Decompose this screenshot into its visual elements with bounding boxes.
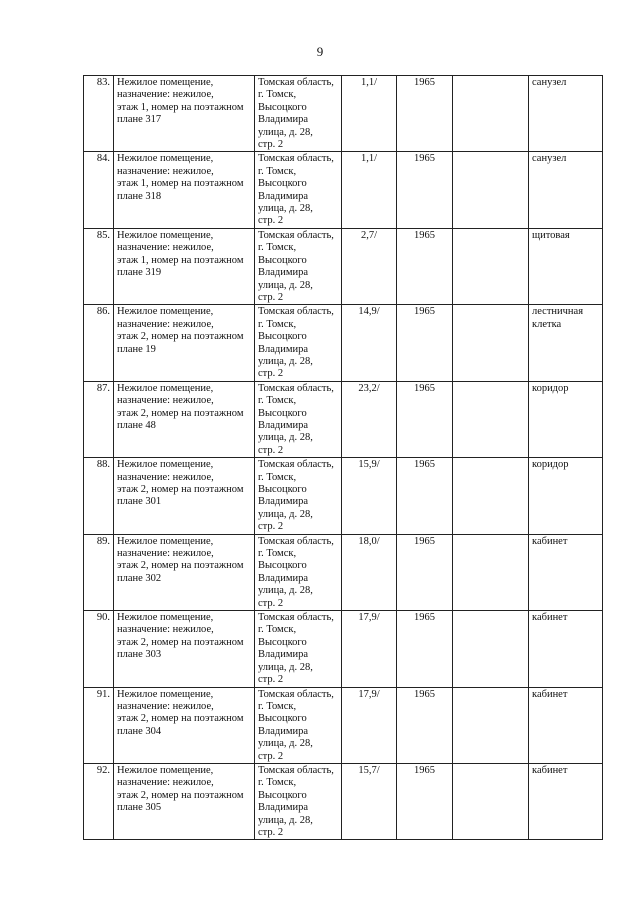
address-cell: Томская область, г. Томск, Высоцкого Владимира улица, д. 28, стр. 2: [255, 611, 342, 687]
purpose-cell: санузел: [529, 152, 603, 228]
purpose-cell: кабинет: [529, 763, 603, 839]
address-cell: Томская область, г. Томск, Высоцкого Владимира улица, д. 28, стр. 2: [255, 228, 342, 304]
purpose-cell: кабинет: [529, 534, 603, 610]
object-name-cell: Нежилое помещение, назначение: нежилое, этаж 1, номер на поэтажном плане 319: [114, 228, 255, 304]
empty-cell: [453, 458, 529, 534]
area-cell: 1,1/: [342, 152, 397, 228]
object-name-cell: Нежилое помещение, назначение: нежилое, этаж 2, номер на поэтажном плане 303: [114, 611, 255, 687]
object-name-cell: Нежилое помещение, назначение: нежилое, этаж 2, номер на поэтажном плане 301: [114, 458, 255, 534]
empty-cell: [453, 611, 529, 687]
table-row: [84, 152, 603, 228]
address-cell: Томская область, г. Томск, Высоцкого Владимира улица, д. 28, стр. 2: [255, 381, 342, 457]
address-cell: Томская область, г. Томск, Высоцкого Владимира улица, д. 28, стр. 2: [255, 76, 342, 152]
area-cell: 17,9/: [342, 611, 397, 687]
area-cell: 15,9/: [342, 458, 397, 534]
object-name-cell: Нежилое помещение, назначение: нежилое, этаж 1, номер на поэтажном плане 318: [114, 152, 255, 228]
purpose-cell: лестничная клетка: [529, 305, 603, 381]
object-name-cell: Нежилое помещение, назначение: нежилое, этаж 2, номер на поэтажном плане 19: [114, 305, 255, 381]
table-row: [84, 763, 603, 839]
area-cell: 14,9/: [342, 305, 397, 381]
empty-cell: [453, 534, 529, 610]
row-number-cell: 87.: [84, 381, 114, 457]
table-row: [84, 228, 603, 304]
year-cell: 1965: [397, 152, 453, 228]
area-cell: 2,7/: [342, 228, 397, 304]
row-number-cell: 91.: [84, 687, 114, 763]
row-number-cell: 83.: [84, 76, 114, 152]
year-cell: 1965: [397, 381, 453, 457]
object-name-cell: Нежилое помещение, назначение: нежилое, этаж 2, номер на поэтажном плане 304: [114, 687, 255, 763]
area-cell: 17,9/: [342, 687, 397, 763]
table-row: [84, 534, 603, 610]
purpose-cell: коридор: [529, 381, 603, 457]
table-row: [84, 381, 603, 457]
empty-cell: [453, 305, 529, 381]
table-row: [84, 611, 603, 687]
address-cell: Томская область, г. Томск, Высоцкого Владимира улица, д. 28, стр. 2: [255, 305, 342, 381]
empty-cell: [453, 763, 529, 839]
area-cell: 15,7/: [342, 763, 397, 839]
empty-cell: [453, 228, 529, 304]
row-number-cell: 84.: [84, 152, 114, 228]
table-row: [84, 687, 603, 763]
address-cell: Томская область, г. Томск, Высоцкого Владимира улица, д. 28, стр. 2: [255, 763, 342, 839]
area-cell: 18,0/: [342, 534, 397, 610]
purpose-cell: коридор: [529, 458, 603, 534]
area-cell: 1,1/: [342, 76, 397, 152]
page-number: 9: [316, 44, 324, 59]
purpose-cell: кабинет: [529, 687, 603, 763]
area-cell: 23,2/: [342, 381, 397, 457]
empty-cell: [453, 687, 529, 763]
address-cell: Томская область, г. Томск, Высоцкого Владимира улица, д. 28, стр. 2: [255, 687, 342, 763]
year-cell: 1965: [397, 228, 453, 304]
row-number-cell: 89.: [84, 534, 114, 610]
row-number-cell: 85.: [84, 228, 114, 304]
year-cell: 1965: [397, 76, 453, 152]
address-cell: Томская область, г. Томск, Высоцкого Владимира улица, д. 28, стр. 2: [255, 458, 342, 534]
row-number-cell: 90.: [84, 611, 114, 687]
object-name-cell: Нежилое помещение, назначение: нежилое, этаж 2, номер на поэтажном плане 48: [114, 381, 255, 457]
row-number-cell: 86.: [84, 305, 114, 381]
empty-cell: [453, 152, 529, 228]
row-number-cell: 88.: [84, 458, 114, 534]
object-name-cell: Нежилое помещение, назначение: нежилое, этаж 2, номер на поэтажном плане 305: [114, 763, 255, 839]
year-cell: 1965: [397, 534, 453, 610]
purpose-cell: щитовая: [529, 228, 603, 304]
object-name-cell: Нежилое помещение, назначение: нежилое, этаж 2, номер на поэтажном плане 302: [114, 534, 255, 610]
year-cell: 1965: [397, 687, 453, 763]
year-cell: 1965: [397, 611, 453, 687]
year-cell: 1965: [397, 458, 453, 534]
property-registry-table: [83, 75, 603, 840]
table-row: [84, 305, 603, 381]
empty-cell: [453, 381, 529, 457]
purpose-cell: кабинет: [529, 611, 603, 687]
table-row: [84, 458, 603, 534]
year-cell: 1965: [397, 763, 453, 839]
table-row: [84, 76, 603, 152]
empty-cell: [453, 76, 529, 152]
year-cell: 1965: [397, 305, 453, 381]
purpose-cell: санузел: [529, 76, 603, 152]
row-number-cell: 92.: [84, 763, 114, 839]
address-cell: Томская область, г. Томск, Высоцкого Владимира улица, д. 28, стр. 2: [255, 152, 342, 228]
object-name-cell: Нежилое помещение, назначение: нежилое, этаж 1, номер на поэтажном плане 317: [114, 76, 255, 152]
address-cell: Томская область, г. Томск, Высоцкого Владимира улица, д. 28, стр. 2: [255, 534, 342, 610]
